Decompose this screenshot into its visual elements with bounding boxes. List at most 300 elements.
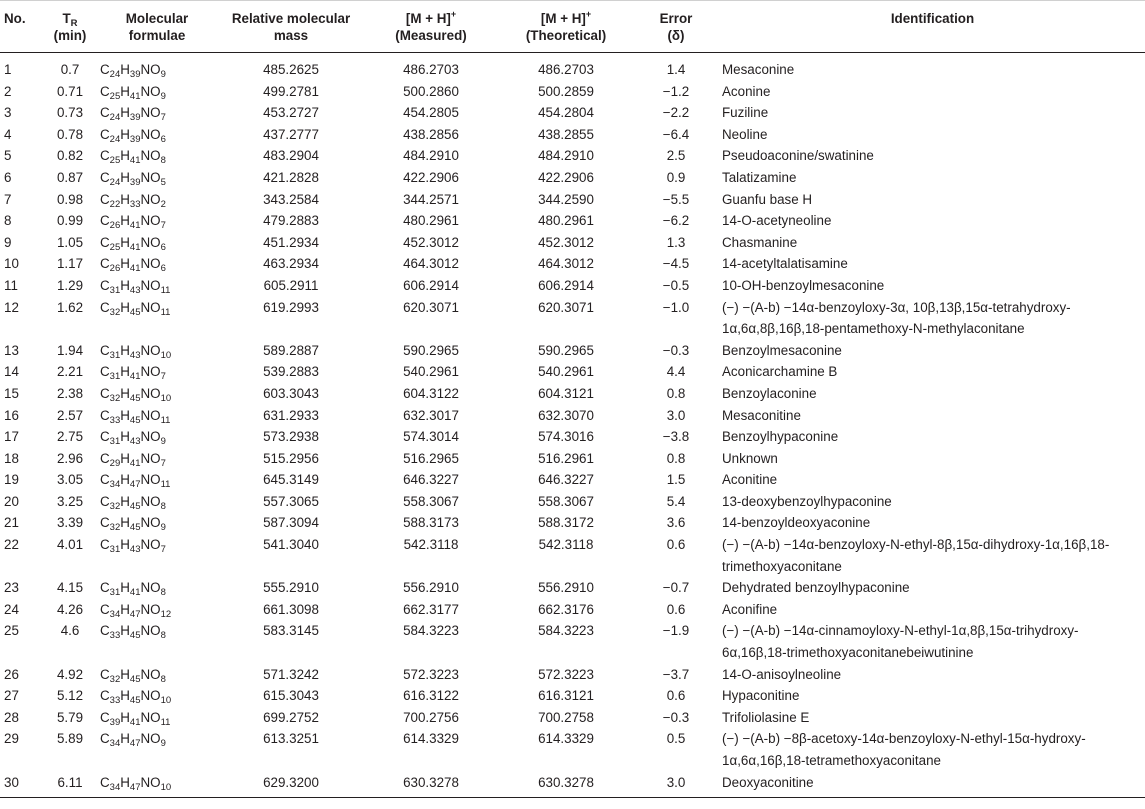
formula-count: 10 (160, 392, 172, 404)
cell-formula (94, 512, 220, 534)
cell-formula (94, 210, 220, 232)
cell-retention-time: 5.89 (56, 731, 84, 747)
cell-measured: 606.2914 (403, 277, 459, 293)
cell-theoretical: 630.3278 (500, 772, 632, 798)
cell-no: 17 (4, 429, 19, 445)
cell-retention-time: 4.6 (60, 623, 80, 639)
formula-element: C (100, 666, 110, 682)
formula-count: 32 (109, 392, 121, 404)
cell-measured: 662.3177 (403, 601, 459, 617)
cell-error: −2.2 (662, 105, 690, 121)
formula-count: 24 (109, 176, 121, 188)
cell-no: 24 (4, 601, 19, 617)
cell-formula (94, 145, 220, 167)
cell-formula (94, 491, 220, 513)
cell-no: 26 (4, 666, 19, 682)
cell-error: −0.3 (662, 342, 690, 358)
cell-measured: 584.3223 (403, 623, 459, 639)
cell-theoretical: 588.3172 (538, 515, 594, 531)
cell-formula (94, 167, 220, 189)
cell-measured: 620.3071 (403, 299, 459, 315)
formula-element: NO (140, 450, 161, 466)
cell-molecular-mass: 619.2993 (263, 299, 319, 315)
cell-error: −1.2 (662, 83, 690, 99)
cell-molecular-mass: 699.2752 (263, 709, 319, 725)
cell-molecular-mass: 515.2956 (263, 450, 319, 466)
header-tr-subscript: R (70, 18, 78, 29)
formula-element: H (120, 62, 130, 77)
formula-count: 41 (129, 716, 141, 728)
formula-element: NO (140, 515, 161, 531)
formula-count: 32 (109, 673, 121, 685)
formula-element: C (100, 213, 110, 229)
formula-element: H (120, 580, 130, 596)
cell-error: −6.4 (662, 126, 690, 142)
cell-measured: 646.3227 (403, 472, 459, 488)
cell-theoretical: 486.2703 (538, 62, 594, 77)
cell-molecular-mass: 645.3149 (263, 472, 319, 488)
formula-element: H (120, 537, 130, 553)
cell-identification: Trifoliolasine E (722, 709, 810, 725)
header-row (0, 1, 1145, 53)
cell-molecular-mass: 589.2887 (263, 342, 319, 358)
cell-theoretical: 590.2965 (538, 342, 594, 358)
table-row (0, 232, 1145, 254)
table-row (0, 599, 1145, 621)
cell-theoretical: 604.3121 (538, 385, 594, 401)
cell-error: −6.2 (662, 213, 690, 229)
cell-molecular-mass: 615.3043 (263, 688, 319, 704)
cell-identification: Aconine (722, 83, 771, 99)
cell-theoretical: 500.2859 (538, 83, 594, 99)
formula-element: NO (140, 126, 161, 142)
cell-molecular-mass: 603.3043 (263, 385, 319, 401)
table-row (0, 685, 1145, 707)
formula-count: 41 (129, 587, 141, 599)
cell-measured: 558.3067 (403, 493, 459, 509)
cell-identification: Benzoylmesaconine (722, 342, 842, 358)
formula-element: C (100, 407, 110, 423)
formula-element: C (100, 62, 110, 77)
cell-identification: Pseudoaconine/swatinine (722, 148, 874, 164)
cell-no: 10 (4, 256, 19, 272)
cell-no: 25 (4, 623, 19, 639)
formula-element: H (120, 213, 130, 229)
formula-element: H (120, 148, 130, 164)
formula-element: NO (140, 148, 161, 164)
header-error-label: Error (659, 11, 693, 26)
cell-molecular-mass: 629.3200 (220, 772, 362, 798)
cell-retention-time: 1.94 (56, 342, 84, 358)
formula-element: C (100, 429, 110, 445)
formula-count: 25 (109, 241, 121, 253)
cell-retention-time: 2.96 (56, 450, 84, 466)
formula-element: H (120, 623, 130, 639)
header-error (632, 1, 720, 53)
table-row (0, 534, 1145, 577)
formula-element: H (120, 493, 130, 509)
cell-identification: Neoline (722, 126, 768, 142)
cell-molecular-mass: 539.2883 (263, 364, 319, 380)
formula-element: C (100, 537, 110, 553)
formula-element: NO (140, 731, 161, 747)
formula-element: C (100, 731, 110, 747)
formula-element: C (100, 493, 110, 509)
cell-theoretical: 480.2961 (538, 213, 594, 229)
formula-count: 41 (129, 90, 141, 102)
cell-error: 0.5 (666, 731, 686, 747)
formula-element: H (120, 256, 130, 272)
formula-count: 47 (129, 479, 141, 491)
formula-element: NO (140, 774, 161, 790)
header-no (0, 1, 46, 53)
formula-element: NO (140, 213, 161, 229)
cell-molecular-mass: 661.3098 (263, 601, 319, 617)
cell-identification: Dehydrated benzoylhypaconine (722, 580, 910, 596)
cell-no: 28 (4, 709, 19, 725)
header-mass (220, 1, 362, 53)
formula-element: H (120, 342, 130, 358)
formula-element: H (120, 666, 130, 682)
table-row (0, 361, 1145, 383)
header-formula (94, 1, 220, 53)
cell-no: 20 (4, 493, 19, 509)
cell-theoretical: 584.3223 (538, 623, 594, 639)
cell-no: 4 (4, 126, 12, 142)
cell-molecular-mass: 499.2781 (263, 83, 319, 99)
cell-identification: Benzoylaconine (722, 385, 817, 401)
formula-count: 26 (109, 220, 121, 232)
cell-molecular-mass: 541.3040 (263, 537, 319, 553)
cell-molecular-mass: 453.2727 (263, 105, 319, 121)
formula-count: 47 (129, 608, 141, 620)
formula-element: NO (140, 688, 161, 704)
header-measured-label: [M + H] (405, 11, 451, 26)
cell-measured: 700.2756 (403, 709, 459, 725)
cell-formula (94, 383, 220, 405)
cell-identification: Unknown (722, 450, 778, 466)
cell-identification: Chasmanine (722, 234, 798, 250)
cell-retention-time: 2.21 (56, 364, 84, 380)
table-row (0, 512, 1145, 534)
formula-count: 9 (160, 90, 166, 102)
cell-formula (94, 189, 220, 211)
cell-error: 1.3 (666, 234, 686, 250)
cell-error: −3.8 (662, 429, 690, 445)
cell-error: 5.4 (666, 493, 686, 509)
formula-element: NO (140, 580, 161, 596)
formula-element: C (100, 191, 110, 207)
header-theoretical-note: (Theoretical) (525, 28, 607, 43)
table-row (0, 383, 1145, 405)
formula-element: NO (140, 169, 161, 185)
formula-count: 39 (129, 69, 141, 80)
cell-retention-time: 3.25 (56, 493, 84, 509)
cell-measured: 632.3017 (403, 407, 459, 423)
cell-error: 0.6 (666, 537, 686, 553)
cell-no: 6 (4, 169, 12, 185)
formula-count: 6 (160, 133, 166, 145)
cell-formula (94, 340, 220, 362)
header-identification-label: Identification (890, 11, 975, 26)
formula-count: 34 (109, 738, 121, 750)
formula-count: 11 (160, 284, 171, 296)
formula-element: H (120, 450, 130, 466)
header-tr-label: T (62, 11, 71, 26)
formula-element: C (100, 169, 110, 185)
cell-identification: 13-deoxybenzoylhypaconine (722, 493, 892, 509)
cell-error: 3.6 (666, 515, 686, 531)
formula-count: 45 (129, 673, 141, 685)
formula-element: C (100, 105, 110, 121)
cell-retention-time: 0.78 (56, 126, 84, 142)
formula-element: C (100, 515, 110, 531)
header-formula-label: Molecular formulae (125, 11, 189, 43)
formula-count: 31 (109, 544, 121, 556)
cell-retention-time: 4.01 (56, 537, 84, 553)
formula-count: 8 (160, 587, 166, 599)
cell-error: 1.5 (666, 472, 686, 488)
cell-no: 2 (4, 83, 12, 99)
cell-measured: 454.2805 (403, 105, 459, 121)
cell-theoretical: 662.3176 (538, 601, 594, 617)
formula-count: 8 (160, 155, 166, 167)
table-row (0, 469, 1145, 491)
cell-error: −0.7 (662, 580, 690, 596)
table-row (0, 124, 1145, 146)
formula-element: C (100, 688, 110, 704)
cell-measured: 500.2860 (403, 83, 459, 99)
table-row (0, 620, 1145, 663)
cell-formula (94, 124, 220, 146)
formula-element: H (120, 105, 130, 121)
cell-identification: Mesaconine (722, 62, 795, 77)
cell-retention-time: 4.26 (56, 601, 84, 617)
cell-measured: 344.2571 (403, 191, 459, 207)
cell-theoretical: 464.3012 (538, 256, 594, 272)
cell-no: 18 (4, 450, 19, 466)
cell-no: 22 (4, 537, 19, 553)
cell-no: 15 (4, 385, 19, 401)
cell-error: 3.0 (666, 407, 686, 423)
formula-element: NO (140, 234, 161, 250)
cell-formula (94, 426, 220, 448)
formula-count: 12 (160, 608, 172, 620)
cell-molecular-mass: 479.2883 (263, 213, 319, 229)
cell-molecular-mass: 437.2777 (263, 126, 319, 142)
cell-error: −0.3 (662, 709, 690, 725)
cell-identification: Benzoylhypaconine (722, 429, 839, 445)
cell-measured: 630.3278 (362, 772, 500, 798)
cell-identification: (−) −(A-b) −8β-acetoxy-14α-benzoyloxy-N-ethyl-15α-hydroxy-1α,6α,16β,18-tetramethoxyaconitane (722, 731, 1086, 768)
formula-count: 8 (160, 673, 166, 685)
table-row (0, 707, 1145, 729)
formula-element: C (100, 601, 110, 617)
formula-count: 22 (109, 198, 121, 210)
table-row (0, 340, 1145, 362)
cell-molecular-mass: 573.2938 (263, 429, 319, 445)
cell-theoretical: 646.3227 (538, 472, 594, 488)
table-row (0, 102, 1145, 124)
formula-count: 7 (160, 544, 166, 556)
formula-element: C (100, 234, 110, 250)
formula-count: 39 (109, 716, 121, 728)
formula-element: C (100, 83, 110, 99)
cell-no: 13 (4, 342, 19, 358)
cell-measured: 616.3122 (403, 688, 459, 704)
formula-count: 41 (129, 155, 141, 167)
formula-count: 45 (129, 522, 141, 534)
formula-count: 7 (160, 457, 166, 469)
cell-error: 3.0 (632, 772, 720, 798)
cell-retention-time: 4.92 (56, 666, 84, 682)
table-row (0, 275, 1145, 297)
cell-molecular-mass: 613.3251 (263, 731, 319, 747)
cell-error: 0.8 (666, 385, 686, 401)
header-tr (46, 1, 94, 53)
formula-element: NO (140, 342, 161, 358)
formula-count: 11 (160, 306, 171, 318)
formula-count: 47 (129, 781, 141, 793)
formula-element: H (120, 731, 130, 747)
header-tr-unit: (min) (53, 28, 87, 43)
cell-formula (94, 664, 220, 686)
table-row (0, 167, 1145, 189)
cell-identification: Aconifine (722, 601, 778, 617)
formula-element: H (120, 126, 130, 142)
formula-count: 33 (109, 695, 121, 707)
cell-theoretical: 574.3016 (538, 429, 594, 445)
table-row (0, 145, 1145, 167)
cell-formula (94, 772, 220, 798)
formula-count: 9 (160, 436, 166, 448)
header-theoretical (500, 1, 632, 53)
cell-theoretical: 422.2906 (538, 169, 594, 185)
cell-identification: Hypaconitine (722, 688, 800, 704)
cell-no: 8 (4, 213, 12, 229)
cell-error: −0.5 (662, 277, 690, 293)
formula-element: H (120, 191, 130, 207)
formula-count: 45 (129, 392, 141, 404)
formula-count: 45 (129, 414, 141, 426)
formula-element: NO (140, 709, 161, 725)
formula-element: NO (140, 472, 161, 488)
table-row (0, 448, 1145, 470)
formula-count: 47 (129, 738, 141, 750)
formula-element: H (120, 364, 130, 380)
cell-identification: (−) −(A-b) −14α-benzoyloxy-3α, 10β,13β,15α-tetrahydroxy-1α,6α,8β,16β,18-pentamethoxy-N-methylaconitane (722, 299, 1071, 337)
formula-element: C (100, 385, 110, 401)
table-row (0, 53, 1145, 81)
formula-count: 33 (109, 414, 121, 426)
cell-no: 3 (4, 105, 12, 121)
formula-count: 9 (160, 522, 166, 534)
cell-no: 5 (4, 148, 12, 164)
table-row (0, 772, 1145, 798)
cell-theoretical: 556.2910 (538, 580, 594, 596)
table-row (0, 189, 1145, 211)
cell-formula (94, 728, 220, 771)
cell-molecular-mass: 485.2625 (263, 62, 319, 77)
cell-theoretical: 620.3071 (538, 299, 594, 315)
formula-element: H (120, 774, 130, 790)
formula-count: 31 (109, 587, 121, 599)
formula-element: NO (140, 83, 161, 99)
cell-retention-time: 5.12 (56, 688, 84, 704)
header-theoretical-label: [M + H] (540, 11, 586, 26)
table-row (0, 405, 1145, 427)
formula-count: 32 (109, 500, 121, 512)
formula-count: 25 (109, 155, 121, 167)
formula-element: H (120, 407, 130, 423)
cell-retention-time: 5.79 (56, 709, 84, 725)
formula-element: NO (140, 277, 161, 293)
cell-theoretical: 606.2914 (538, 277, 594, 293)
formula-count: 34 (109, 781, 121, 793)
cell-retention-time: 0.98 (56, 191, 84, 207)
formula-count: 45 (129, 695, 141, 707)
cell-measured: 614.3329 (403, 731, 459, 747)
cell-theoretical: 438.2855 (538, 126, 594, 142)
formula-count: 34 (109, 608, 121, 620)
cell-retention-time: 0.73 (56, 105, 84, 121)
header-no-label: No. (4, 11, 26, 26)
formula-count: 39 (129, 176, 141, 188)
cell-theoretical: 484.2910 (538, 148, 594, 164)
cell-measured: 540.2961 (403, 364, 459, 380)
formula-element: H (120, 429, 130, 445)
formula-count: 6 (160, 241, 166, 253)
cell-no: 9 (4, 234, 12, 250)
formula-count: 34 (109, 479, 121, 491)
table-body (0, 53, 1145, 798)
formula-count: 6 (160, 263, 166, 275)
formula-element: C (100, 774, 110, 790)
formula-element: NO (140, 537, 161, 553)
cell-retention-time: 1.62 (56, 299, 84, 315)
cell-identification: (−) −(A-b) −14α-cinnamoyloxy-N-ethyl-1α,8β,15α-trihydroxy-6α,16β,18-trimethoxyaconitanebeiwutinine (722, 623, 1079, 661)
cell-error: −4.5 (662, 256, 690, 272)
formula-element: C (100, 364, 110, 380)
formula-element: H (120, 83, 130, 99)
cell-retention-time: 2.57 (56, 407, 84, 423)
header-theoretical-superscript: + (585, 9, 592, 19)
formula-element: NO (140, 256, 161, 272)
formula-element: C (100, 126, 110, 142)
cell-formula (94, 361, 220, 383)
formula-count: 31 (109, 284, 121, 296)
formula-count: 2 (160, 198, 166, 210)
cell-retention-time: 3.39 (56, 515, 84, 531)
cell-measured: 484.2910 (403, 148, 459, 164)
formula-element: NO (140, 429, 161, 445)
formula-count: 41 (129, 241, 141, 253)
formula-element: H (120, 688, 130, 704)
cell-theoretical: 344.2590 (538, 191, 594, 207)
formula-count: 24 (109, 69, 121, 80)
cell-no: 11 (4, 277, 18, 293)
cell-retention-time: 0.71 (56, 83, 84, 99)
formula-element: NO (140, 493, 161, 509)
cell-theoretical: 616.3121 (538, 688, 594, 704)
header-measured (362, 1, 500, 53)
cell-no: 21 (4, 515, 19, 531)
cell-theoretical: 540.2961 (538, 364, 594, 380)
cell-molecular-mass: 555.2910 (263, 580, 319, 596)
formula-element: H (120, 169, 130, 185)
formula-element: C (100, 580, 110, 596)
cell-error: −1.9 (662, 623, 690, 639)
